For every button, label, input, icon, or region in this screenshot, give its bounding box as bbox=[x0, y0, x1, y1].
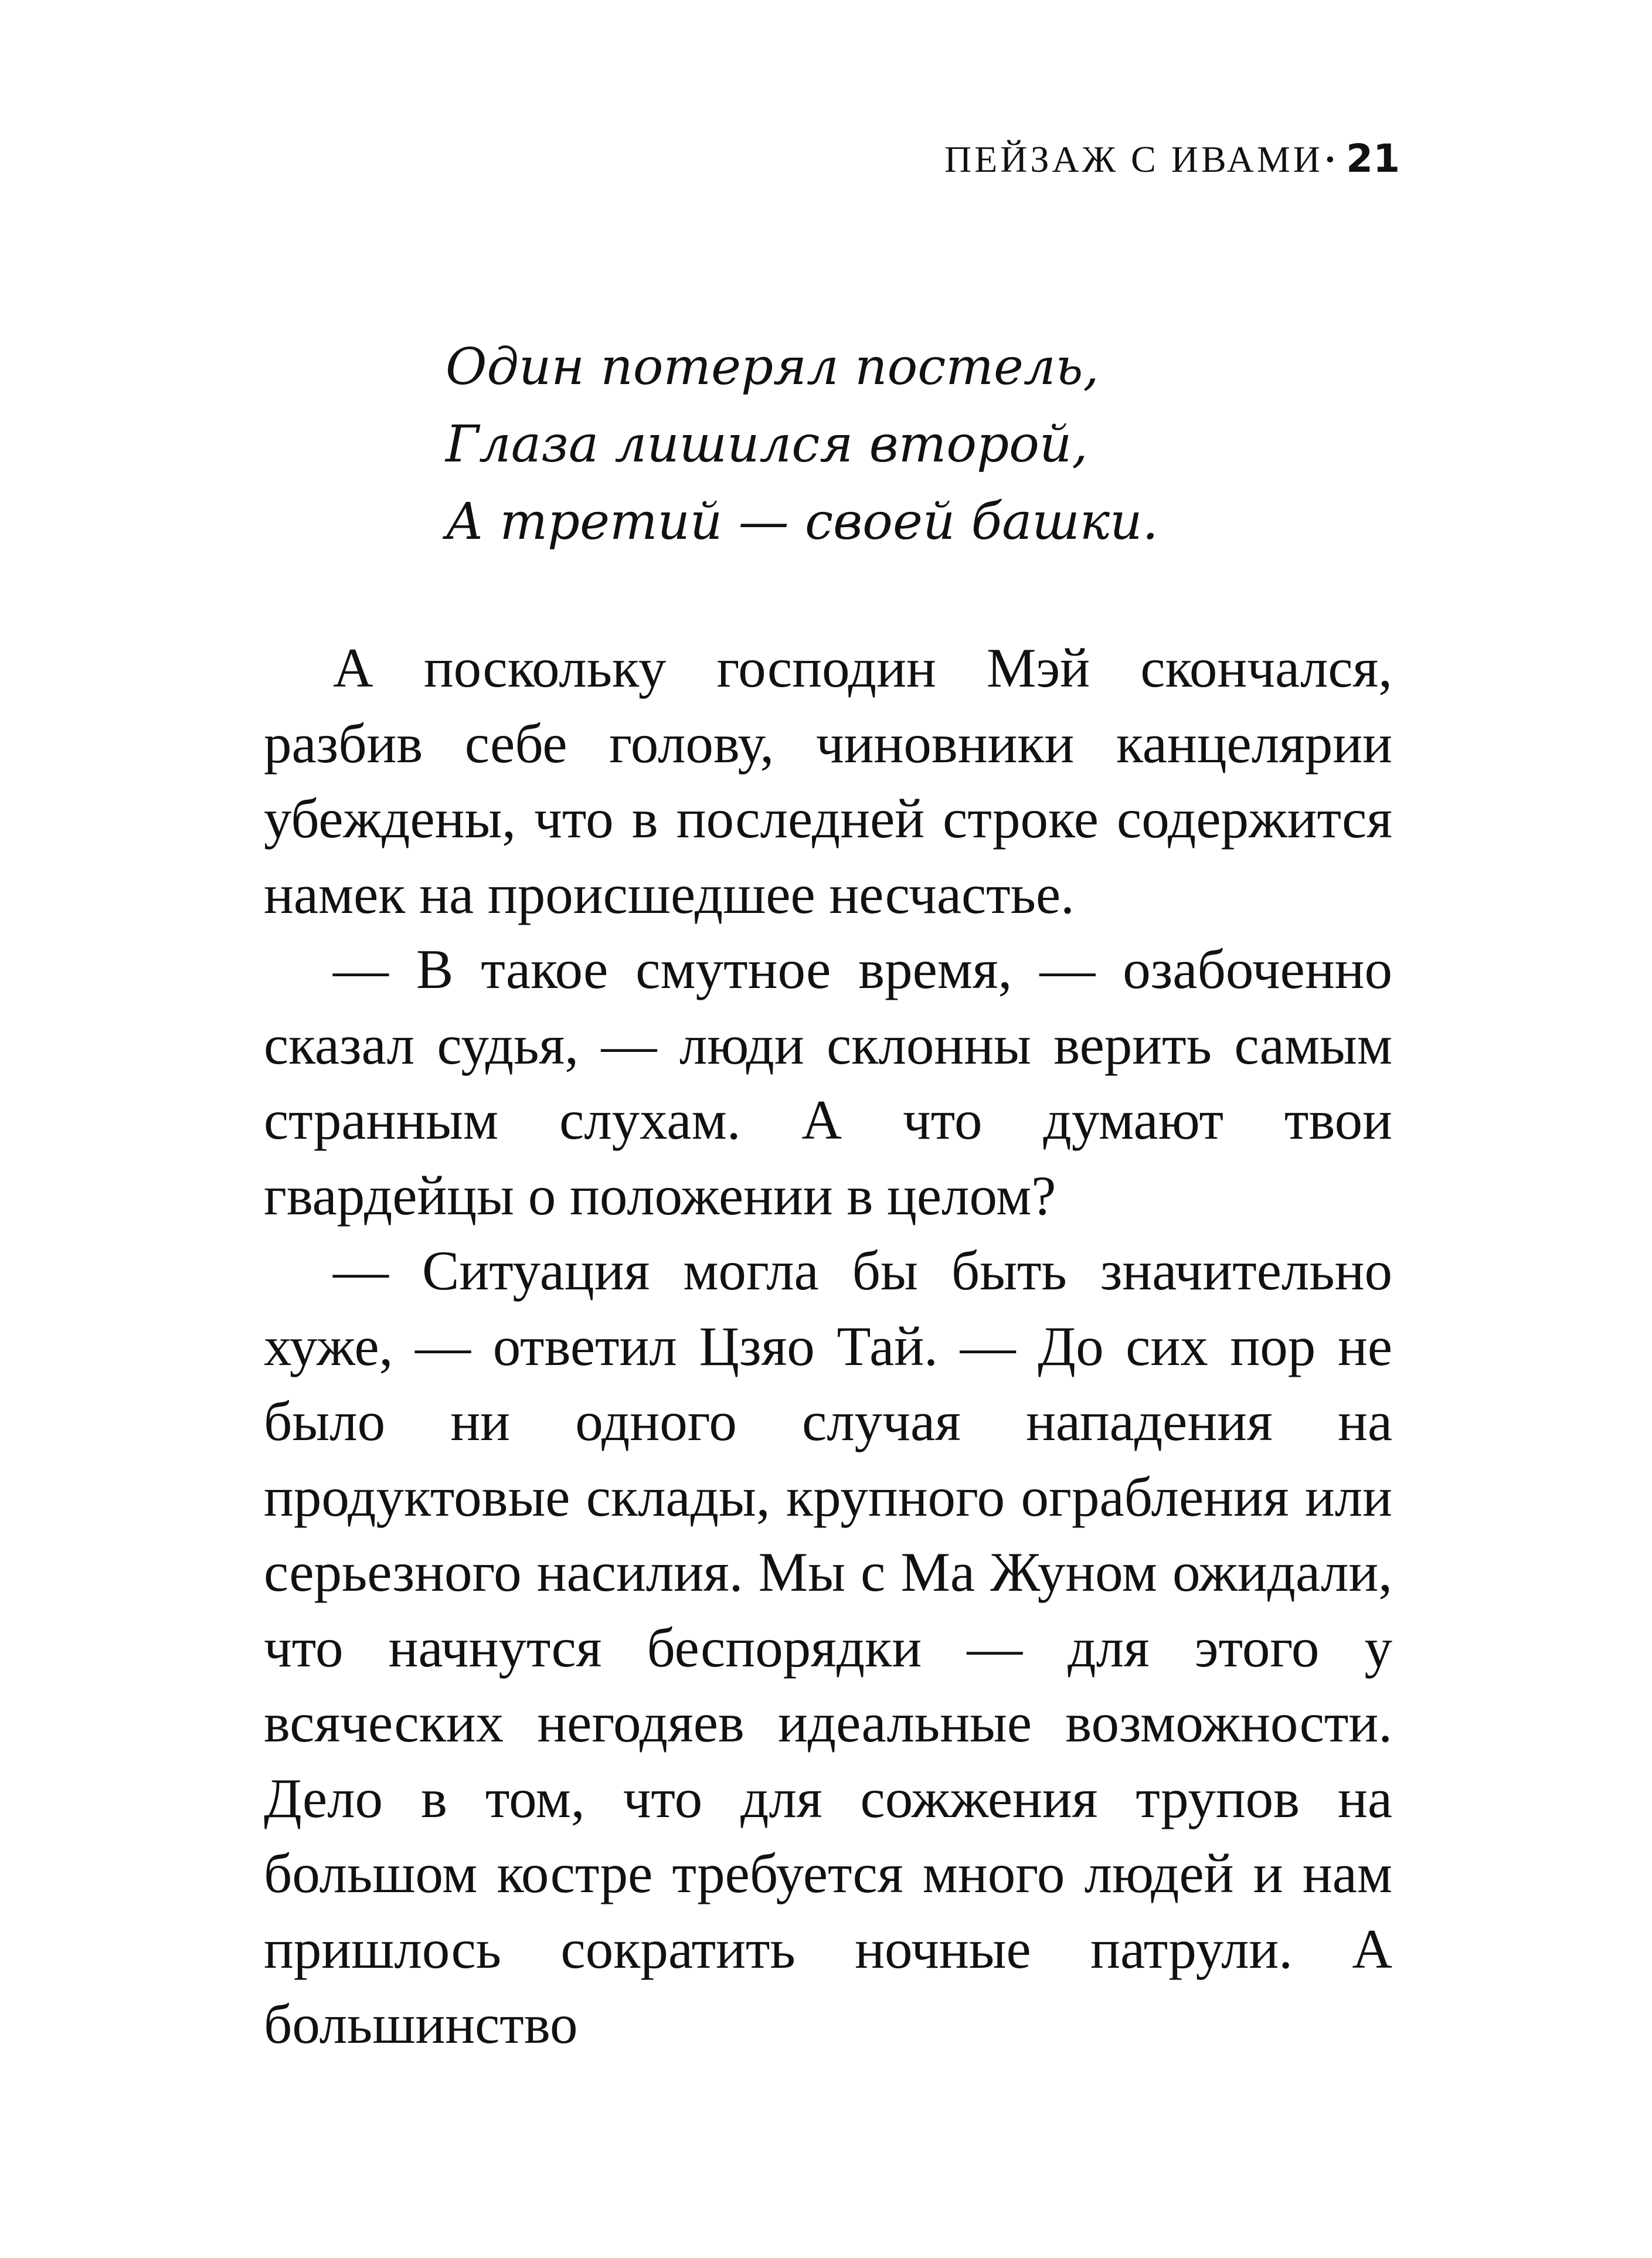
paragraph: — Ситуация могла бы быть значительно хуже, — ответил Цзяо Тай. — До сих пор не было ни одного случая нападения на продуктовые склады, крупного ограбления или серьезного насилия. Мы с Ма Жуном ожидали, что начнутся беспорядки — для этого у всяческих негодяев идеальные возможности. Дело в том, что для сожжения трупов на большом костре требуется много людей и нам пришлось сократить ночные патрули. А большинство bbox=[264, 1240, 1392, 2055]
verse-line: А третий — своей башки. bbox=[446, 493, 1158, 551]
body-text bbox=[264, 630, 1392, 2062]
running-head bbox=[944, 136, 1400, 181]
paragraph: — В такое смутное время, — озабоченно сказал судья, — люди склонны верить самым странным слухам. А что думают твои гвардейцы о положении в целом? bbox=[264, 938, 1392, 1227]
running-head-separator: · bbox=[1324, 138, 1340, 180]
verse-block bbox=[446, 328, 1158, 561]
page-number: 21 bbox=[1346, 136, 1400, 181]
paragraph: А поскольку господин Мэй скончался, разбив себе голову, чиновники канцелярии убеждены, что в последней строке содержится намек на происшедшее несчастье. bbox=[264, 637, 1392, 925]
verse-line: Один потерял постель, bbox=[446, 338, 1099, 396]
verse-line: Глаза лишился второй, bbox=[446, 415, 1088, 474]
running-head-title: ПЕЙЗАЖ С ИВАМИ bbox=[944, 138, 1324, 180]
